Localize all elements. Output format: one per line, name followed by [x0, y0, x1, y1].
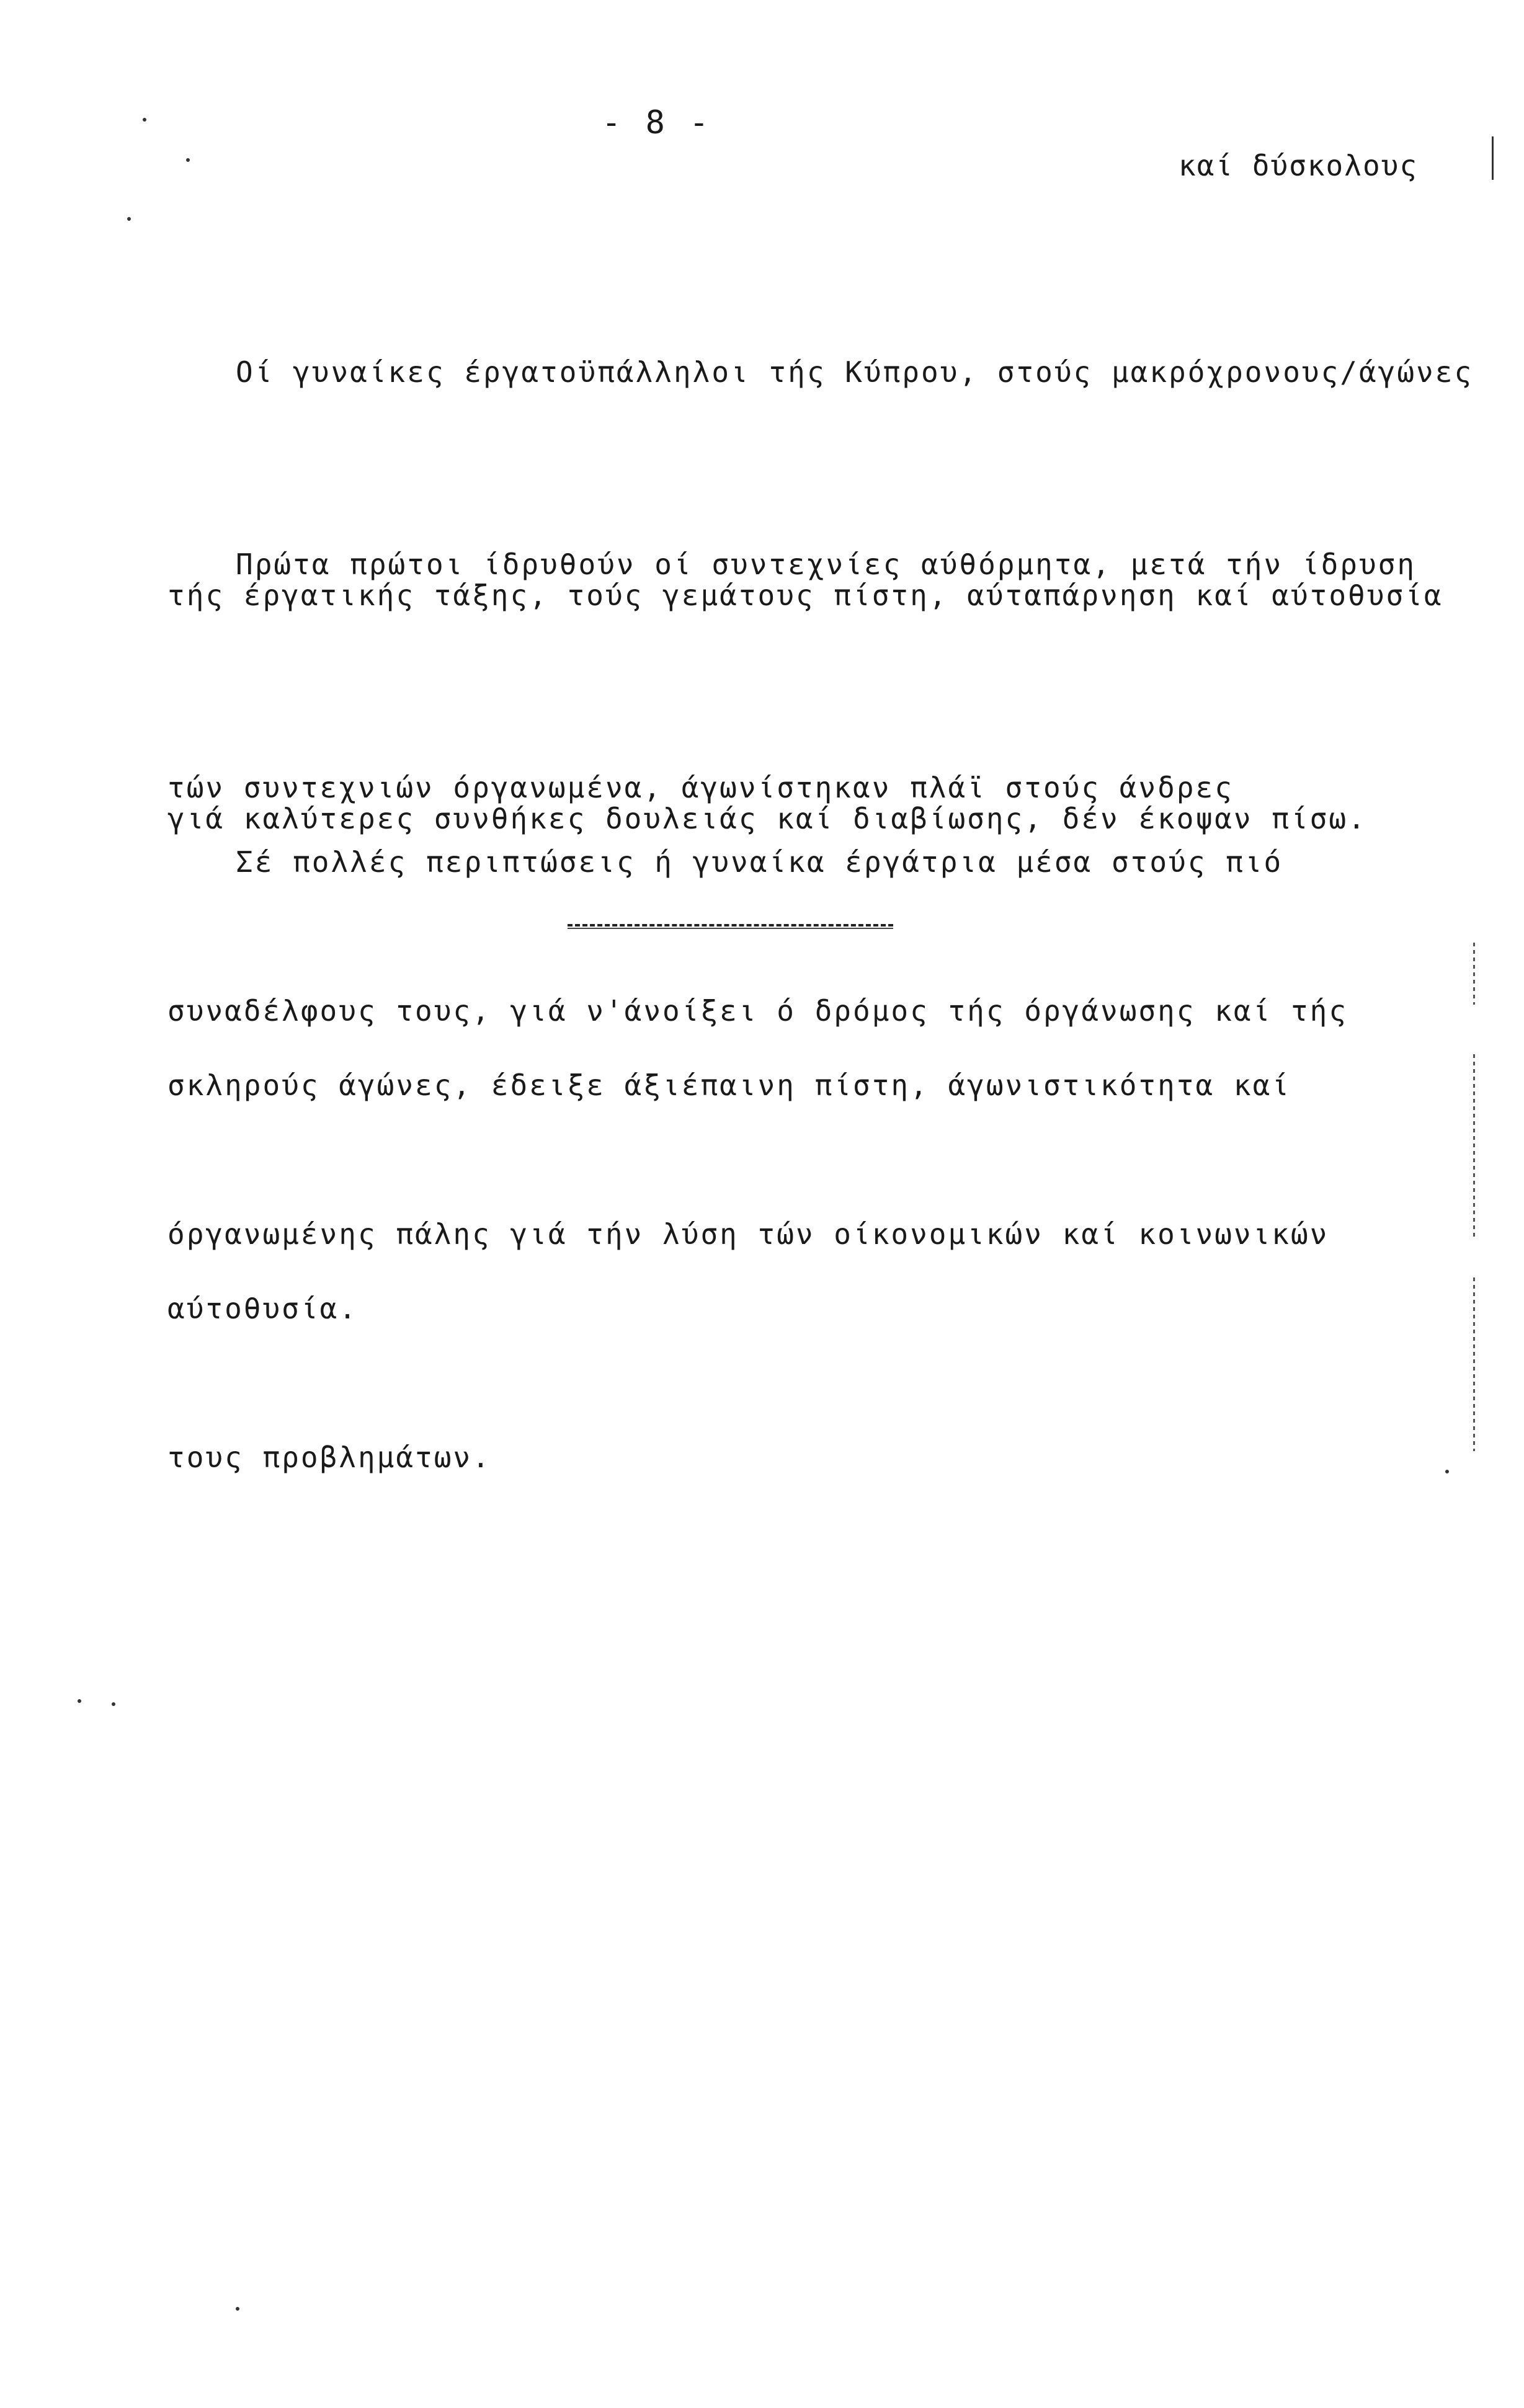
paragraph-line: τών συντεχνιών όργανωμένα, άγωνίστηκαν πλάϊ στούς άνδρες	[167, 771, 1234, 804]
paragraph-line: συναδέλφους τους, γιά ν'άνοίξει ό δρόμος τής όργάνωσης καί τής	[167, 994, 1348, 1028]
paragraph-line: τής έργατικής τάξης, τούς γεμάτους πίστη, αύταπάρνηση καί αύτοθυσία	[167, 579, 1443, 612]
paragraph-line: σκληρούς άγώνες, έδειξε άξιέπαινη πίστη, άγωνιστικότητα καί	[167, 1068, 1291, 1102]
paragraph-line: γιά καλύτερες συνθήκες δουλειάς καί διαβίωσης, δέν έκοψαν πίσω.	[167, 802, 1367, 835]
section-divider	[568, 924, 893, 926]
paragraph-3	[167, 676, 1470, 1495]
handwritten-insertion: καί δύσκολους	[1179, 149, 1419, 182]
scan-speck	[127, 217, 131, 221]
paragraph-line: όργανωμένης πάλης γιά τήν λύση τών οίκονομικών καί κοινωνικών	[167, 1217, 1329, 1251]
page-number: - 8 -	[602, 104, 711, 141]
scan-speck	[78, 1699, 81, 1703]
margin-mark	[1473, 943, 1475, 1005]
paragraph-line: Σέ πολλές περιπτώσεις ή γυναίκα έργάτρια μέσα στούς πιό	[236, 845, 1283, 879]
paragraph-line: Οί γυναίκες έργατοϋπάλληλοι τής Κύπρου, στούς μακρόχρονους/άγώνες	[236, 355, 1474, 389]
scan-speck	[186, 158, 190, 162]
margin-mark	[1473, 1277, 1475, 1451]
paragraph-line: τους προβλημάτων.	[167, 1441, 491, 1474]
margin-mark	[1492, 136, 1494, 180]
scan-speck	[1445, 1470, 1449, 1473]
paragraph-line: Πρώτα πρώτοι ίδρυθούν οί συντεχνίες αύθόρμητα, μετά τήν ίδρυση	[236, 548, 1417, 581]
scan-speck	[236, 2307, 239, 2311]
margin-mark	[1473, 1054, 1475, 1240]
section-divider-underline	[568, 928, 893, 929]
scan-speck	[112, 1702, 115, 1706]
paragraph-line: αύτοθυσία.	[167, 1292, 358, 1325]
scan-speck	[143, 118, 146, 122]
